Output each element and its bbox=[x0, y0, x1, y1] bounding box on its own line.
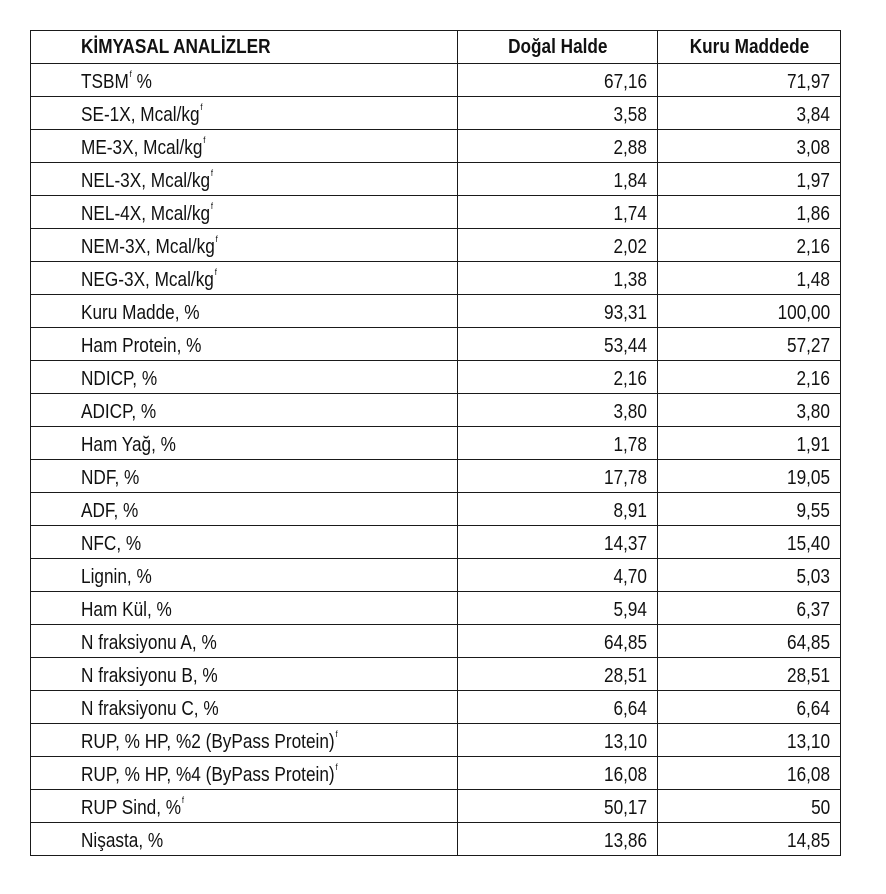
row-label-text: NEG-3X, Mcal/kg bbox=[81, 269, 214, 291]
header-natural-state: Doğal Halde bbox=[458, 31, 658, 64]
row-label bbox=[31, 163, 458, 196]
row-label bbox=[31, 130, 458, 163]
value-dry-matter: 6,37 bbox=[658, 592, 841, 625]
value-natural: 67,16 bbox=[458, 64, 658, 97]
table-row bbox=[31, 526, 841, 559]
value-natural: 1,84 bbox=[458, 163, 658, 196]
row-label bbox=[31, 262, 458, 295]
table-row bbox=[31, 691, 841, 724]
table-row bbox=[31, 724, 841, 757]
footnote-mark: f bbox=[210, 168, 214, 178]
value-dry-matter: 3,80 bbox=[658, 394, 841, 427]
table-row bbox=[31, 427, 841, 460]
table-body bbox=[31, 64, 841, 856]
value-natural: 14,37 bbox=[458, 526, 658, 559]
row-label bbox=[31, 691, 458, 724]
value-natural: 4,70 bbox=[458, 559, 658, 592]
value-dry-matter: 1,48 bbox=[658, 262, 841, 295]
footnote-mark: f bbox=[335, 729, 338, 739]
row-label-suffix: % bbox=[131, 71, 152, 93]
value-dry-matter: 28,51 bbox=[658, 658, 841, 691]
row-label bbox=[31, 229, 458, 262]
table-row bbox=[31, 97, 841, 130]
row-label-text: RUP Sind, % bbox=[81, 797, 182, 819]
row-label bbox=[31, 493, 458, 526]
row-label bbox=[31, 757, 458, 790]
table-row bbox=[31, 823, 841, 856]
analysis-table-container bbox=[30, 30, 840, 872]
row-label-text: NEM-3X, Mcal/kg bbox=[81, 236, 215, 258]
value-natural: 16,08 bbox=[458, 757, 658, 790]
footnote-mark: f bbox=[214, 267, 217, 277]
table-row bbox=[31, 790, 841, 823]
table-row bbox=[31, 658, 841, 691]
footnote-mark: f bbox=[210, 201, 214, 211]
value-dry-matter: 5,03 bbox=[658, 559, 841, 592]
table-row bbox=[31, 559, 841, 592]
value-natural: 3,58 bbox=[458, 97, 658, 130]
row-label-text: SE-1X, Mcal/kg bbox=[81, 104, 200, 126]
value-dry-matter: 9,55 bbox=[658, 493, 841, 526]
chemical-analysis-table bbox=[30, 30, 841, 856]
header-dry-matter: Kuru Maddede bbox=[658, 31, 841, 64]
footnote-mark: f bbox=[203, 135, 206, 145]
row-label bbox=[31, 64, 458, 97]
value-natural: 28,51 bbox=[458, 658, 658, 691]
value-natural: 2,88 bbox=[458, 130, 658, 163]
value-dry-matter: 2,16 bbox=[658, 229, 841, 262]
row-label bbox=[31, 625, 458, 658]
footnote-mark: f bbox=[215, 234, 218, 244]
header-chemical-analyses: KİMYASAL ANALİZLER bbox=[31, 31, 458, 64]
table-row bbox=[31, 262, 841, 295]
table-row bbox=[31, 460, 841, 493]
value-natural: 50,17 bbox=[458, 790, 658, 823]
value-natural: 1,38 bbox=[458, 262, 658, 295]
row-label bbox=[31, 526, 458, 559]
row-label bbox=[31, 295, 458, 328]
value-dry-matter: 57,27 bbox=[658, 328, 841, 361]
value-natural: 53,44 bbox=[458, 328, 658, 361]
row-label-text: NEL-4X, Mcal/kg bbox=[81, 203, 211, 225]
value-dry-matter: 2,16 bbox=[658, 361, 841, 394]
footnote-mark: f bbox=[335, 762, 338, 772]
value-dry-matter: 13,10 bbox=[658, 724, 841, 757]
table-row bbox=[31, 394, 841, 427]
row-label-text: RUP, % HP, %2 (ByPass Protein) bbox=[81, 731, 335, 753]
row-label bbox=[31, 658, 458, 691]
table-row bbox=[31, 493, 841, 526]
value-dry-matter: 100,00 bbox=[658, 295, 841, 328]
row-label bbox=[31, 328, 458, 361]
row-label bbox=[31, 724, 458, 757]
value-dry-matter: 6,64 bbox=[658, 691, 841, 724]
row-label-text: Lignin, % bbox=[81, 566, 152, 588]
row-label-text: Ham Yağ, % bbox=[81, 434, 176, 456]
footnote-mark: f bbox=[200, 102, 203, 112]
table-row bbox=[31, 196, 841, 229]
row-label-text: ME-3X, Mcal/kg bbox=[81, 137, 203, 159]
table-row bbox=[31, 757, 841, 790]
row-label-text: N fraksiyonu A, % bbox=[81, 632, 217, 654]
value-natural: 93,31 bbox=[458, 295, 658, 328]
row-label-text: ADF, % bbox=[81, 500, 139, 522]
value-dry-matter: 19,05 bbox=[658, 460, 841, 493]
value-natural: 8,91 bbox=[458, 493, 658, 526]
value-natural: 2,16 bbox=[458, 361, 658, 394]
row-label-text: ADICP, % bbox=[81, 401, 157, 423]
row-label-text: NEL-3X, Mcal/kg bbox=[81, 170, 211, 192]
row-label bbox=[31, 361, 458, 394]
row-label-text: N fraksiyonu B, % bbox=[81, 665, 218, 687]
row-label-text: TSBM bbox=[81, 71, 129, 93]
table-row bbox=[31, 361, 841, 394]
value-dry-matter: 16,08 bbox=[658, 757, 841, 790]
value-dry-matter: 50 bbox=[658, 790, 841, 823]
value-dry-matter: 1,86 bbox=[658, 196, 841, 229]
value-natural: 1,74 bbox=[458, 196, 658, 229]
row-label bbox=[31, 460, 458, 493]
table-row bbox=[31, 229, 841, 262]
row-label-text: Ham Kül, % bbox=[81, 599, 172, 621]
value-natural: 5,94 bbox=[458, 592, 658, 625]
value-natural: 3,80 bbox=[458, 394, 658, 427]
row-label-text: RUP, % HP, %4 (ByPass Protein) bbox=[81, 764, 335, 786]
row-label-text: N fraksiyonu C, % bbox=[81, 698, 219, 720]
row-label-text: Kuru Madde, % bbox=[81, 302, 200, 324]
row-label bbox=[31, 823, 458, 856]
value-natural: 13,10 bbox=[458, 724, 658, 757]
row-label bbox=[31, 790, 458, 823]
value-natural: 2,02 bbox=[458, 229, 658, 262]
table-row bbox=[31, 625, 841, 658]
table-row bbox=[31, 64, 841, 97]
row-label-text: NDF, % bbox=[81, 467, 140, 489]
value-dry-matter: 3,08 bbox=[658, 130, 841, 163]
value-dry-matter: 1,91 bbox=[658, 427, 841, 460]
value-natural: 13,86 bbox=[458, 823, 658, 856]
value-dry-matter: 64,85 bbox=[658, 625, 841, 658]
table-row bbox=[31, 295, 841, 328]
table-header-row bbox=[31, 31, 841, 64]
footnote-mark: f bbox=[129, 69, 132, 79]
table-row bbox=[31, 592, 841, 625]
value-natural: 17,78 bbox=[458, 460, 658, 493]
footnote-mark: f bbox=[181, 795, 185, 805]
row-label-text: NDICP, % bbox=[81, 368, 158, 390]
table-row bbox=[31, 130, 841, 163]
row-label bbox=[31, 427, 458, 460]
row-label-text: Nişasta, % bbox=[81, 830, 164, 852]
value-dry-matter: 14,85 bbox=[658, 823, 841, 856]
value-natural: 64,85 bbox=[458, 625, 658, 658]
row-label bbox=[31, 97, 458, 130]
value-natural: 6,64 bbox=[458, 691, 658, 724]
value-natural: 1,78 bbox=[458, 427, 658, 460]
value-dry-matter: 1,97 bbox=[658, 163, 841, 196]
row-label-text: NFC, % bbox=[81, 533, 142, 555]
value-dry-matter: 71,97 bbox=[658, 64, 841, 97]
table-row bbox=[31, 328, 841, 361]
row-label bbox=[31, 592, 458, 625]
row-label bbox=[31, 394, 458, 427]
row-label bbox=[31, 196, 458, 229]
row-label-text: Ham Protein, % bbox=[81, 335, 202, 357]
table-row bbox=[31, 163, 841, 196]
value-dry-matter: 15,40 bbox=[658, 526, 841, 559]
value-dry-matter: 3,84 bbox=[658, 97, 841, 130]
row-label bbox=[31, 559, 458, 592]
